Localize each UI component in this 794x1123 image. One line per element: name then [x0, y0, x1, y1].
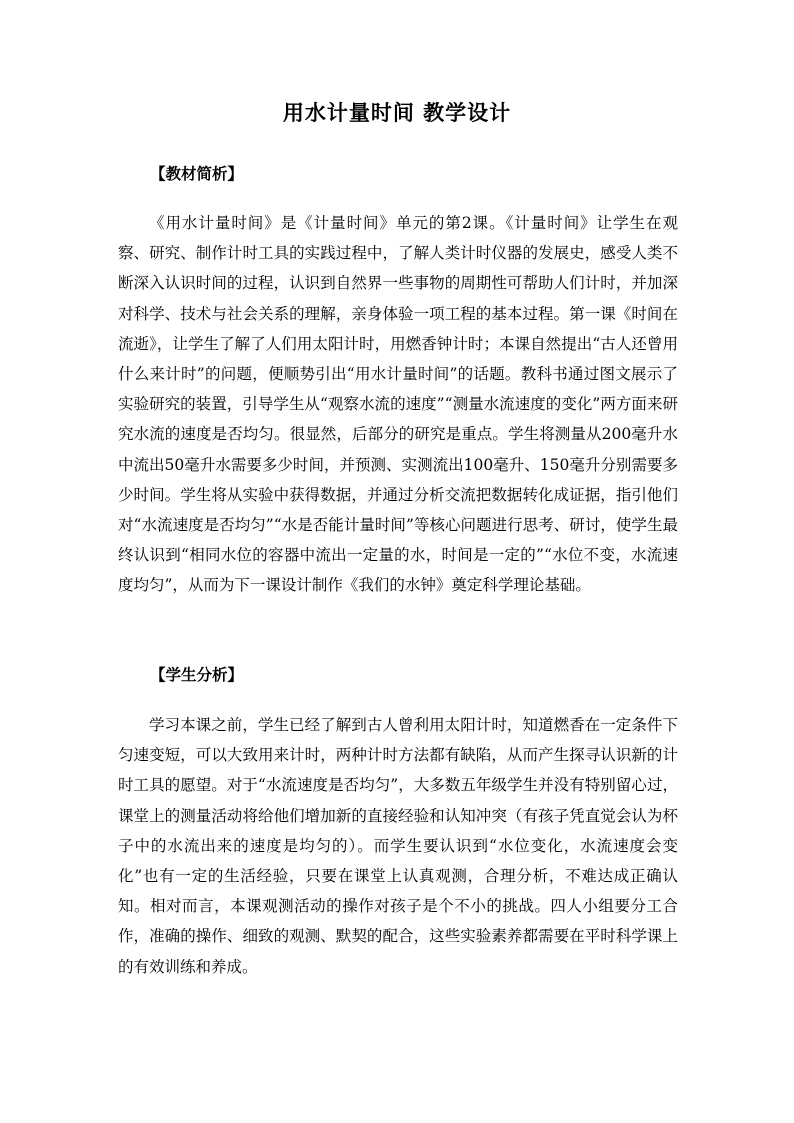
- section-paragraph-student-analysis: 学习本课之前，学生已经了解到古人曾利用太阳计时，知道燃香在一定条件下匀速变短，可以大致用来计时，两种计时方法都有缺陷，从而产生探寻认识新的计时工具的愿望。对于“水流速度是否均匀”，大多数五年级学生并没有特别留心过，课堂上的测量活动将给他们增加新的直接经验和认知冲突（有孩子凭直觉会认为杯子中的水流出来的速度是均匀的）。而学生要认识到“水位变化，水流速度会变化”也有一定的生活经验，只要在课堂上认真观测，合理分析，不难达成正确认知。相对而言，本课观测活动的操作对孩子是个不小的挑战。四人小组要分工合作，准确的操作、细致的观测、默契的配合，这些实验素养都需要在平时科学课上的有效训练和养成。: [118, 716, 678, 976]
- document-title: 用水计量时间 教学设计: [282, 100, 512, 125]
- section-heading-student-analysis: 【学生分析】: [150, 665, 244, 684]
- section-paragraph-textbook-analysis: 《用水计量时间》是《计量时间》单元的第2课。《计量时间》让学生在观察、研究、制作计时工具的实践过程中，了解人类计时仪器的发展史，感受人类不断深入认识时间的过程，认识到自然界一些事物的周期性可帮助人们计时，并加深对科学、技术与社会关系的理解，亲身体验一项工程的基本过程。第一课《时间在流逝》，让学生了解了人们用太阳计时，用燃香钟计时；本课自然提出“古人还曾用什么来计时”的问题，便顺势引出“用水计量时间”的话题。教科书通过图文展示了实验研究的装置，引导学生从“观察水流的速度”“测量水流速度的变化”两方面来研究水流的速度是否均匀。很显然，后部分的研究是重点。学生将测量从200毫升水中流出50毫升水需要多少时间，并预测、实测流出100毫升、150毫升分别需要多少时间。学生将从实验中获得数据，并通过分析交流把数据转化成证据，指引他们对“水流速度是否均匀”“水是否能计量时间”等核心问题进行思考、研讨，使学生最终认识到“相同水位的容器中流出一定量的水，时间是一定的”“水位不变，水流速度均匀”，从而为下一课设计制作《我们的水钟》奠定科学理论基础。: [118, 214, 678, 595]
- section-heading-textbook-analysis: 【教材简析】: [150, 164, 244, 183]
